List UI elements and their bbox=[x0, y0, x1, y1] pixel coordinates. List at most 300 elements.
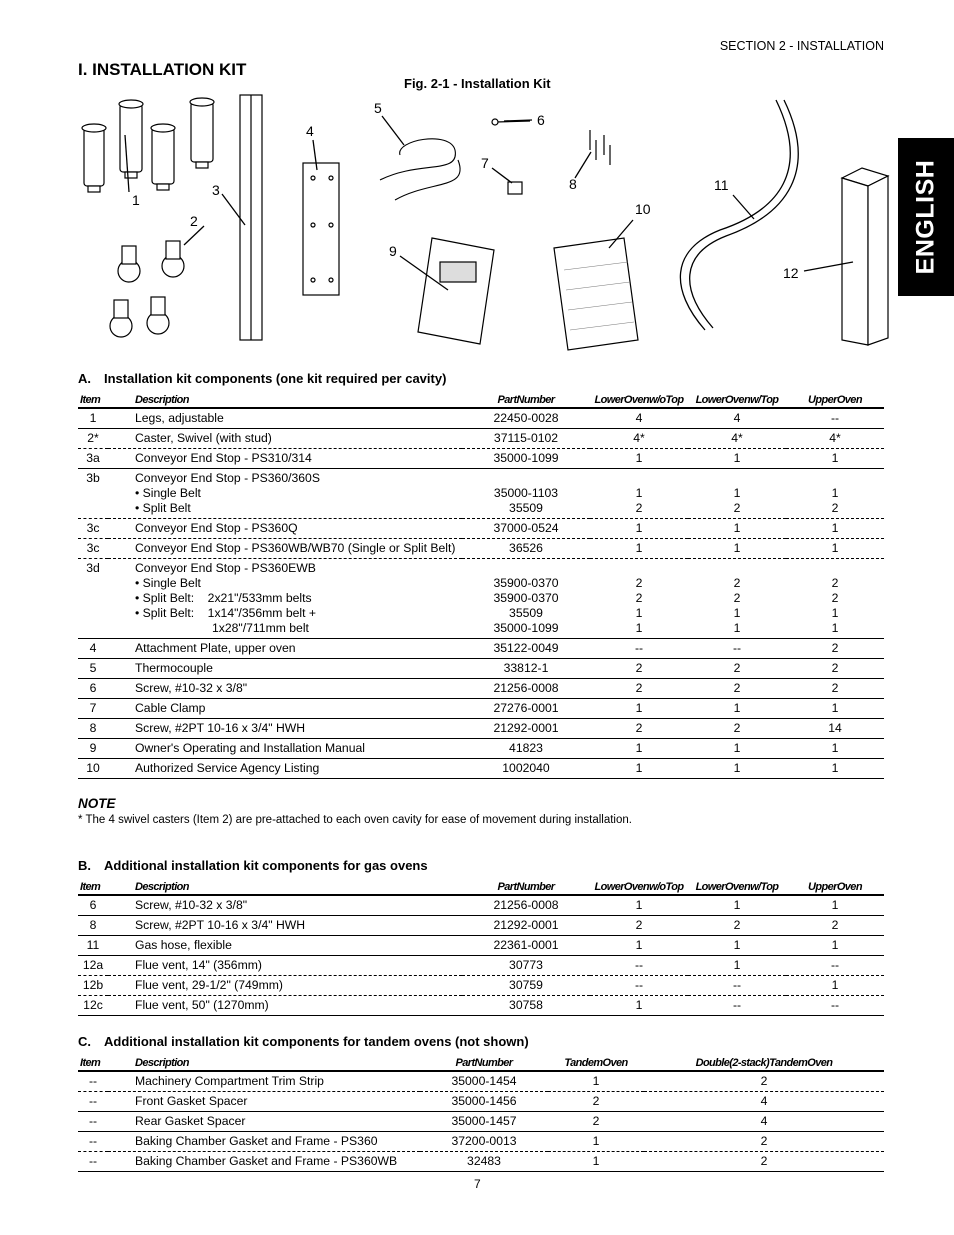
table-row bbox=[78, 559, 884, 639]
part-number-cell bbox=[462, 739, 590, 759]
item-cell: 1 bbox=[78, 408, 108, 429]
screws-8-illustration bbox=[590, 130, 610, 165]
part-number-cell: 21256-0008 bbox=[462, 895, 590, 916]
callout-11: 11 bbox=[714, 177, 729, 193]
part-number-cell-line: 37115-0102 bbox=[493, 431, 559, 445]
col-lower-top: LowerOvenw/Top bbox=[688, 878, 786, 895]
table-row bbox=[78, 1132, 884, 1152]
lower-top-cell bbox=[688, 519, 786, 539]
item-cell: 9 bbox=[78, 739, 108, 759]
lower-top-cell-line: 2 bbox=[733, 501, 741, 515]
upper-cell-line: 2 bbox=[831, 641, 839, 655]
lower-no-top-cell bbox=[590, 699, 688, 719]
lower-top-cell bbox=[688, 719, 786, 739]
upper-cell bbox=[786, 519, 884, 539]
description-cell: Screw, #10-32 x 3/8" bbox=[108, 895, 462, 916]
table-row bbox=[78, 916, 884, 936]
lower-no-top-cell-line: -- bbox=[634, 641, 644, 655]
gas-hose-illustration bbox=[680, 100, 798, 330]
lower-top-cell: 1 bbox=[688, 895, 786, 916]
table-row bbox=[78, 956, 884, 976]
lower-no-top-cell-line: 2 bbox=[635, 501, 643, 515]
part-number-cell: 32483 bbox=[420, 1152, 548, 1172]
upper-cell-line: 4* bbox=[829, 431, 841, 445]
description-cell-line: • Split Belt: 2x21"/533mm belts bbox=[135, 591, 312, 605]
item-cell: 10 bbox=[78, 759, 108, 779]
lower-no-top-cell bbox=[590, 559, 688, 639]
part-number-cell-line: 35000-1103 bbox=[493, 486, 559, 500]
description-cell bbox=[108, 559, 462, 639]
lower-no-top-cell: 2 bbox=[590, 916, 688, 936]
part-number-cell-line bbox=[462, 471, 590, 486]
lower-no-top-cell: -- bbox=[590, 956, 688, 976]
description-cell bbox=[108, 719, 462, 739]
upper-cell bbox=[786, 539, 884, 559]
callout-5: 5 bbox=[374, 100, 382, 116]
upper-cell bbox=[786, 559, 884, 639]
item-cell: -- bbox=[78, 1152, 108, 1172]
lower-top-cell bbox=[688, 679, 786, 699]
description-cell: Front Gasket Spacer bbox=[108, 1092, 420, 1112]
item-cell: 3c bbox=[78, 519, 108, 539]
part-number-cell bbox=[462, 699, 590, 719]
description-cell bbox=[108, 449, 462, 469]
callout-7: 7 bbox=[481, 155, 489, 171]
language-tab bbox=[898, 138, 954, 296]
callout-9: 9 bbox=[389, 243, 397, 259]
lower-top-cell bbox=[688, 469, 786, 519]
item-cell: -- bbox=[78, 1132, 108, 1152]
figure-caption: Fig. 2-1 - Installation Kit bbox=[404, 76, 551, 91]
lower-no-top-cell-line: 1 bbox=[635, 486, 643, 500]
part-number-cell bbox=[462, 519, 590, 539]
table-c bbox=[78, 1054, 884, 1172]
manual-illustration bbox=[418, 238, 494, 344]
table-row bbox=[78, 759, 884, 779]
col-lower-top: LowerOvenw/Top bbox=[688, 391, 786, 408]
description-cell bbox=[108, 699, 462, 719]
table-b-header bbox=[78, 878, 884, 895]
upper-cell-line: -- bbox=[830, 411, 840, 425]
description-cell bbox=[108, 759, 462, 779]
description-cell bbox=[108, 429, 462, 449]
col-item: Item bbox=[78, 1054, 108, 1071]
col-upper: UpperOven bbox=[786, 391, 884, 408]
part-number-cell-line: 22450-0028 bbox=[493, 411, 559, 425]
item-cell: 11 bbox=[78, 936, 108, 956]
upper-cell: -- bbox=[786, 956, 884, 976]
upper-cell: 1 bbox=[786, 895, 884, 916]
col-part-number: PartNumber bbox=[420, 1054, 548, 1071]
lower-no-top-cell bbox=[590, 539, 688, 559]
section-b-letter: B. bbox=[78, 858, 91, 873]
double-tandem-cell: 2 bbox=[644, 1132, 884, 1152]
upper-cell bbox=[786, 679, 884, 699]
upper-cell-line: 2 bbox=[831, 591, 839, 605]
col-lower-no-top: LowerOvenw/oTop bbox=[590, 878, 688, 895]
part-number-cell-line: 37000-0524 bbox=[493, 521, 559, 535]
note-heading: NOTE bbox=[78, 796, 116, 811]
upper-cell-line: 14 bbox=[828, 721, 842, 735]
part-number-cell-line: 33812-1 bbox=[503, 661, 549, 675]
page-title: I. INSTALLATION KIT bbox=[78, 60, 247, 79]
lower-top-cell bbox=[688, 408, 786, 429]
part-number-cell: 21292-0001 bbox=[462, 916, 590, 936]
page-number: 7 bbox=[474, 1177, 481, 1191]
table-row bbox=[78, 539, 884, 559]
lower-no-top-cell-line: 1 bbox=[635, 521, 643, 535]
table-row bbox=[78, 936, 884, 956]
item-cell: 6 bbox=[78, 895, 108, 916]
lower-top-cell: -- bbox=[688, 976, 786, 996]
lower-no-top-cell bbox=[590, 469, 688, 519]
description-cell bbox=[108, 469, 462, 519]
part-number-cell bbox=[462, 759, 590, 779]
part-number-cell-line: 35000-1099 bbox=[493, 451, 559, 465]
section-c-title bbox=[78, 1034, 529, 1049]
description-cell: Machinery Compartment Trim Strip bbox=[108, 1071, 420, 1092]
part-number-cell bbox=[462, 539, 590, 559]
item-cell: 12b bbox=[78, 976, 108, 996]
upper-cell bbox=[786, 469, 884, 519]
part-number-cell-line: 35900-0370 bbox=[493, 576, 559, 590]
lower-no-top-cell-line: 1 bbox=[635, 451, 643, 465]
lower-top-cell-line: 1 bbox=[733, 451, 741, 465]
callout-12: 12 bbox=[783, 265, 799, 281]
description-cell-line: Legs, adjustable bbox=[135, 411, 224, 425]
lower-no-top-cell-line: 1 bbox=[635, 761, 643, 775]
item-cell: 3a bbox=[78, 449, 108, 469]
upper-cell: 1 bbox=[786, 936, 884, 956]
upper-cell bbox=[786, 699, 884, 719]
lower-no-top-cell bbox=[590, 519, 688, 539]
col-description: Description bbox=[108, 391, 462, 408]
description-cell: Gas hose, flexible bbox=[108, 936, 462, 956]
table-row bbox=[78, 1092, 884, 1112]
double-tandem-cell: 4 bbox=[644, 1112, 884, 1132]
upper-cell: -- bbox=[786, 996, 884, 1016]
note-text: * The 4 swivel casters (Item 2) are pre-attached to each oven cavity for ease of movement during installation. bbox=[78, 814, 632, 826]
lower-top-cell bbox=[688, 639, 786, 659]
description-cell bbox=[108, 519, 462, 539]
lower-no-top-cell bbox=[590, 679, 688, 699]
lower-no-top-cell bbox=[590, 429, 688, 449]
upper-cell-line: 2 bbox=[831, 576, 839, 590]
table-row bbox=[78, 408, 884, 429]
part-number-cell-line: 35000-1099 bbox=[493, 621, 559, 635]
section-c-letter: C. bbox=[78, 1034, 91, 1049]
lower-top-cell bbox=[688, 559, 786, 639]
callout-6: 6 bbox=[537, 112, 545, 128]
lower-top-cell-line: 1 bbox=[733, 541, 741, 555]
lower-top-cell bbox=[688, 759, 786, 779]
table-row bbox=[78, 449, 884, 469]
table-row bbox=[78, 719, 884, 739]
part-number-cell bbox=[462, 469, 590, 519]
col-upper: UpperOven bbox=[786, 878, 884, 895]
lower-no-top-cell: 1 bbox=[590, 936, 688, 956]
attachment-plate-illustration bbox=[303, 163, 339, 295]
lower-top-cell-line: 1 bbox=[733, 606, 741, 620]
service-listing-illustration bbox=[554, 238, 638, 350]
callout-1: 1 bbox=[132, 192, 140, 208]
item-cell: 6 bbox=[78, 679, 108, 699]
double-tandem-cell: 4 bbox=[644, 1092, 884, 1112]
table-a-header bbox=[78, 391, 884, 408]
lower-no-top-cell: 1 bbox=[590, 996, 688, 1016]
part-number-cell-line: 35509 bbox=[509, 606, 543, 620]
section-a-letter: A. bbox=[78, 371, 91, 386]
table-row bbox=[78, 1152, 884, 1172]
lower-top-cell-line: 2 bbox=[733, 661, 741, 675]
part-number-cell-line: 1002040 bbox=[502, 761, 550, 775]
table-row bbox=[78, 639, 884, 659]
part-number-cell bbox=[462, 719, 590, 739]
description-cell: Baking Chamber Gasket and Frame - PS360 bbox=[108, 1132, 420, 1152]
part-number-cell bbox=[462, 449, 590, 469]
double-tandem-cell: 2 bbox=[644, 1152, 884, 1172]
description-cell-line: • Split Belt bbox=[135, 501, 191, 515]
description-cell-line: 1x28"/711mm belt bbox=[212, 621, 309, 635]
lower-top-cell bbox=[688, 699, 786, 719]
upper-cell-line: 1 bbox=[831, 606, 839, 620]
upper-cell bbox=[786, 639, 884, 659]
lower-top-cell bbox=[688, 539, 786, 559]
lower-no-top-cell-line bbox=[590, 561, 688, 576]
part-number-cell: 22361-0001 bbox=[462, 936, 590, 956]
section-a-title-text: Installation kit components (one kit required per cavity) bbox=[104, 371, 447, 386]
description-cell bbox=[108, 679, 462, 699]
upper-cell-line: 1 bbox=[831, 621, 839, 635]
part-number-cell bbox=[462, 408, 590, 429]
description-cell-line: • Split Belt: 1x14"/356mm belt + bbox=[135, 606, 316, 620]
lower-no-top-cell bbox=[590, 408, 688, 429]
section-header: SECTION 2 - INSTALLATION bbox=[719, 39, 884, 53]
item-cell: -- bbox=[78, 1092, 108, 1112]
callout-8: 8 bbox=[569, 176, 577, 192]
language-tab-label: ENGLISH bbox=[911, 159, 940, 275]
description-cell: Flue vent, 50" (1270mm) bbox=[108, 996, 462, 1016]
upper-cell: 1 bbox=[786, 976, 884, 996]
lower-no-top-cell: 1 bbox=[590, 895, 688, 916]
lower-no-top-cell bbox=[590, 739, 688, 759]
part-number-cell-line: 41823 bbox=[509, 741, 543, 755]
lower-no-top-cell-line: 1 bbox=[635, 741, 643, 755]
lower-no-top-cell bbox=[590, 659, 688, 679]
lower-no-top-cell-line: 1 bbox=[635, 541, 643, 555]
item-cell: 5 bbox=[78, 659, 108, 679]
part-number-cell-line: 21256-0008 bbox=[493, 681, 559, 695]
callout-4: 4 bbox=[306, 123, 314, 139]
lower-top-cell-line: 2 bbox=[733, 721, 741, 735]
description-cell-line: Thermocouple bbox=[135, 661, 213, 675]
upper-cell bbox=[786, 659, 884, 679]
lower-no-top-cell-line: 4 bbox=[635, 411, 643, 425]
tandem-cell: 1 bbox=[548, 1152, 644, 1172]
lower-top-cell-line: 1 bbox=[733, 621, 741, 635]
lower-top-cell bbox=[688, 739, 786, 759]
upper-cell-line: 1 bbox=[831, 741, 839, 755]
section-c-title-text: Additional installation kit components for tandem ovens (not shown) bbox=[104, 1034, 529, 1049]
lower-top-cell bbox=[688, 659, 786, 679]
table-row bbox=[78, 739, 884, 759]
lower-top-cell bbox=[688, 429, 786, 449]
part-number-cell bbox=[462, 679, 590, 699]
upper-cell-line bbox=[786, 471, 884, 486]
description-cell-line: Conveyor End Stop - PS310/314 bbox=[135, 451, 312, 465]
col-part-number: PartNumber bbox=[462, 878, 590, 895]
lower-top-cell-line bbox=[688, 471, 786, 486]
part-number-cell: 37200-0013 bbox=[420, 1132, 548, 1152]
upper-cell-line: 1 bbox=[831, 541, 839, 555]
table-row bbox=[78, 429, 884, 449]
upper-cell-line: 1 bbox=[831, 761, 839, 775]
part-number-cell: 30759 bbox=[462, 976, 590, 996]
description-cell bbox=[108, 739, 462, 759]
legs-illustration bbox=[82, 98, 214, 192]
lower-top-cell-line: -- bbox=[732, 641, 742, 655]
part-number-cell-line: 35122-0049 bbox=[493, 641, 559, 655]
part-number-cell-line: 21292-0001 bbox=[493, 721, 559, 735]
col-part-number: PartNumber bbox=[462, 391, 590, 408]
col-description: Description bbox=[108, 1054, 420, 1071]
upper-cell-line: 2 bbox=[831, 681, 839, 695]
item-cell: 12a bbox=[78, 956, 108, 976]
description-cell bbox=[108, 408, 462, 429]
lower-no-top-cell-line: 1 bbox=[635, 621, 643, 635]
part-number-cell-line: 35900-0370 bbox=[493, 591, 559, 605]
part-number-cell-line: 36526 bbox=[509, 541, 543, 555]
tandem-cell: 2 bbox=[548, 1092, 644, 1112]
description-cell bbox=[108, 659, 462, 679]
part-number-cell bbox=[462, 639, 590, 659]
part-number-cell: 35000-1457 bbox=[420, 1112, 548, 1132]
upper-cell-line: 1 bbox=[831, 486, 839, 500]
callout-2: 2 bbox=[190, 213, 198, 229]
description-cell-line: Conveyor End Stop - PS360EWB bbox=[135, 561, 316, 575]
item-cell: 3c bbox=[78, 539, 108, 559]
description-cell-line: Authorized Service Agency Listing bbox=[135, 761, 320, 775]
item-cell: 3d bbox=[78, 559, 108, 639]
lower-top-cell-line: 2 bbox=[733, 576, 741, 590]
lower-top-cell-line: 1 bbox=[733, 701, 741, 715]
callout-3: 3 bbox=[212, 182, 220, 198]
upper-cell bbox=[786, 429, 884, 449]
tandem-cell: 1 bbox=[548, 1132, 644, 1152]
table-row bbox=[78, 659, 884, 679]
cable-clamp-illustration bbox=[508, 182, 522, 194]
lower-no-top-cell: -- bbox=[590, 976, 688, 996]
lower-top-cell bbox=[688, 449, 786, 469]
description-cell: Rear Gasket Spacer bbox=[108, 1112, 420, 1132]
lower-no-top-cell-line: 1 bbox=[635, 701, 643, 715]
item-cell: -- bbox=[78, 1112, 108, 1132]
lower-top-cell-line: 1 bbox=[733, 761, 741, 775]
lower-no-top-cell-line: 4* bbox=[633, 431, 645, 445]
part-number-cell-line: 27276-0001 bbox=[493, 701, 559, 715]
description-cell-line: Screw, #10-32 x 3/8" bbox=[135, 681, 248, 695]
lower-top-cell-line: 1 bbox=[733, 741, 741, 755]
description-cell-line: Cable Clamp bbox=[135, 701, 206, 715]
table-row bbox=[78, 996, 884, 1016]
table-b bbox=[78, 878, 884, 1016]
lower-no-top-cell-line: 2 bbox=[635, 591, 643, 605]
item-cell: 12c bbox=[78, 996, 108, 1016]
part-number-cell-line: 35509 bbox=[509, 501, 543, 515]
upper-cell bbox=[786, 449, 884, 469]
item-cell: 7 bbox=[78, 699, 108, 719]
lower-top-cell-line: 1 bbox=[733, 521, 741, 535]
table-row bbox=[78, 519, 884, 539]
description-cell-line: Screw, #2PT 10-16 x 3/4" HWH bbox=[135, 721, 306, 735]
description-cell: Flue vent, 29-1/2" (749mm) bbox=[108, 976, 462, 996]
part-number-cell-line bbox=[462, 561, 590, 576]
upper-cell bbox=[786, 719, 884, 739]
item-cell: 2* bbox=[78, 429, 108, 449]
table-c-header bbox=[78, 1054, 884, 1071]
lower-top-cell-line: 4 bbox=[733, 411, 741, 425]
section-a-title bbox=[78, 371, 446, 386]
lower-no-top-cell-line: 2 bbox=[635, 576, 643, 590]
tandem-cell: 2 bbox=[548, 1112, 644, 1132]
item-cell: 3b bbox=[78, 469, 108, 519]
upper-cell bbox=[786, 759, 884, 779]
table-row bbox=[78, 895, 884, 916]
part-number-cell: 30773 bbox=[462, 956, 590, 976]
upper-cell-line: 1 bbox=[831, 451, 839, 465]
lower-top-cell: 1 bbox=[688, 956, 786, 976]
description-cell-line: Owner's Operating and Installation Manual bbox=[135, 741, 365, 755]
part-number-cell bbox=[462, 559, 590, 639]
lower-top-cell-line: 2 bbox=[733, 681, 741, 695]
lower-top-cell: -- bbox=[688, 996, 786, 1016]
part-number-cell: 30758 bbox=[462, 996, 590, 1016]
table-row bbox=[78, 976, 884, 996]
lower-no-top-cell bbox=[590, 759, 688, 779]
lower-no-top-cell-line bbox=[590, 471, 688, 486]
table-row bbox=[78, 1071, 884, 1092]
lower-no-top-cell bbox=[590, 449, 688, 469]
casters-illustration bbox=[110, 241, 184, 337]
lower-top-cell-line: 1 bbox=[733, 486, 741, 500]
upper-cell-line: 2 bbox=[831, 661, 839, 675]
section-b-title bbox=[78, 858, 428, 873]
item-cell: 4 bbox=[78, 639, 108, 659]
table-row bbox=[78, 699, 884, 719]
upper-cell: 2 bbox=[786, 916, 884, 936]
item-cell: -- bbox=[78, 1071, 108, 1092]
callout-10: 10 bbox=[635, 201, 651, 217]
lower-top-cell: 2 bbox=[688, 916, 786, 936]
installation-kit-figure bbox=[60, 85, 900, 360]
description-cell: Screw, #2PT 10-16 x 3/4" HWH bbox=[108, 916, 462, 936]
tandem-cell: 1 bbox=[548, 1071, 644, 1092]
description-cell-line: Attachment Plate, upper oven bbox=[135, 641, 296, 655]
table-row bbox=[78, 679, 884, 699]
upper-cell bbox=[786, 408, 884, 429]
thermocouple-illustration bbox=[380, 139, 460, 200]
description-cell: Baking Chamber Gasket and Frame - PS360WB bbox=[108, 1152, 420, 1172]
upper-cell-line: 1 bbox=[831, 701, 839, 715]
table-a bbox=[78, 391, 884, 779]
lower-no-top-cell-line: 2 bbox=[635, 661, 643, 675]
col-double-tandem: Double(2-stack)TandemOven bbox=[644, 1054, 884, 1071]
section-b-title-text: Additional installation kit components for gas ovens bbox=[104, 858, 428, 873]
item-cell: 8 bbox=[78, 916, 108, 936]
flue-vent-illustration bbox=[842, 168, 888, 345]
col-description: Description bbox=[108, 878, 462, 895]
description-cell-line: Conveyor End Stop - PS360Q bbox=[135, 521, 298, 535]
